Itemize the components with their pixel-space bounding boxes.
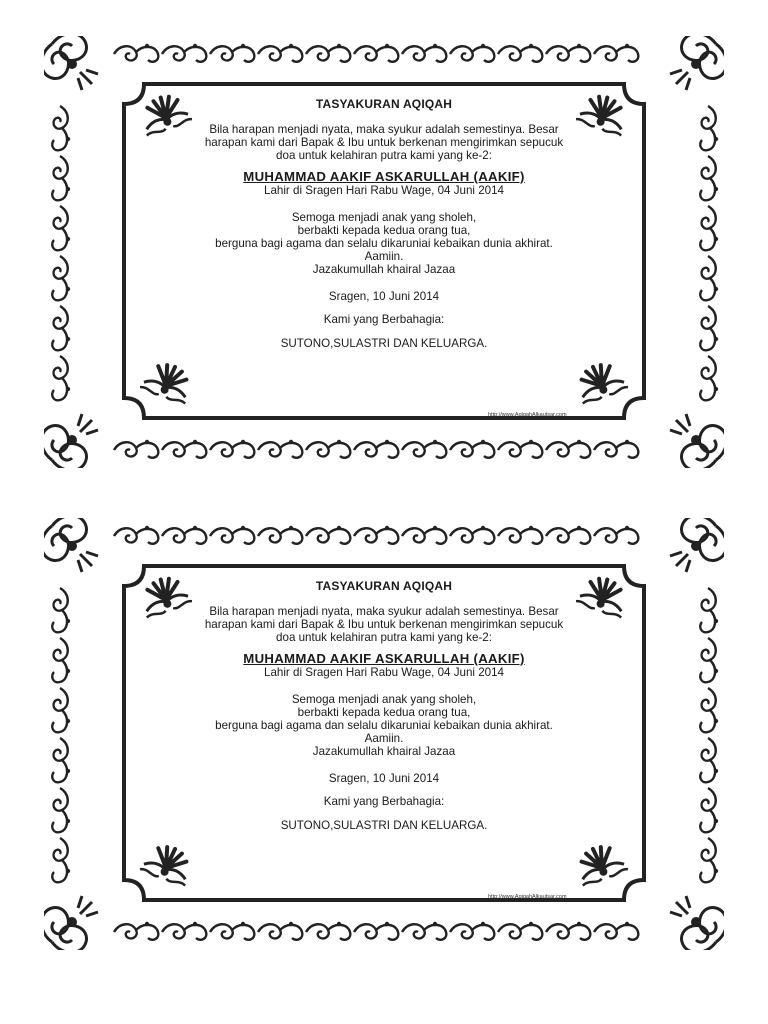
card-title: TASYAKURAN AQIQAH (315, 97, 453, 111)
left-border-ornament (52, 106, 70, 400)
right-border-ornament (700, 106, 718, 400)
family-names: SUTONO,SULASTRI DAN KELUARGA. (280, 337, 488, 350)
happy-label: Kami yang Berbahagia: (323, 313, 445, 326)
right-border-ornament (700, 588, 718, 882)
card-content (124, 98, 644, 350)
wish-text (124, 211, 644, 276)
wish-line: berguna bagi agama dan selalu dikaruniai kebaikan dunia akhirat. (215, 237, 553, 250)
intro-line: doa untuk kelahiran putra kami yang ke-2: (276, 631, 492, 644)
happy-label: Kami yang Berbahagia: (323, 795, 445, 808)
website-url: http://www.AqiqahAlkautsar.com (488, 894, 567, 900)
intro-text (124, 605, 644, 644)
website-url: http://www.AqiqahAlkautsar.com (488, 412, 567, 418)
intro-line: doa untuk kelahiran putra kami yang ke-2: (276, 149, 492, 162)
top-border-ornament (114, 526, 638, 544)
birth-line: Lahir di Sragen Hari Rabu Wage, 04 Juni 2014 (264, 666, 504, 679)
intro-text (124, 123, 644, 162)
bottom-border-ornament (114, 440, 638, 458)
wish-line: Aamiin. (364, 732, 404, 745)
top-border-ornament (114, 44, 638, 62)
intro-line: Bila harapan menjadi nyata, maka syukur adalah semestinya. Besar (209, 123, 559, 136)
left-border-ornament (52, 588, 70, 882)
bottom-border-ornament (114, 922, 638, 940)
invitation-card-1 (44, 36, 724, 468)
wish-line: berbakti kepada kedua orang tua, (297, 224, 471, 237)
child-name: MUHAMMAD AAKIF ASKARULLAH (AAKIF) (243, 169, 525, 184)
wish-line: Semoga menjadi anak yang sholeh, (291, 211, 477, 224)
wish-line: Semoga menjadi anak yang sholeh, (291, 693, 477, 706)
intro-line: harapan kami dari Bapak & Ibu untuk berkenan mengirimkan sepucuk (204, 136, 564, 149)
place-date: Sragen, 10 Juni 2014 (328, 290, 440, 303)
intro-line: Bila harapan menjadi nyata, maka syukur adalah semestinya. Besar (209, 605, 559, 618)
wish-text (124, 693, 644, 758)
wish-line: berguna bagi agama dan selalu dikaruniai kebaikan dunia akhirat. (215, 719, 553, 732)
wish-line: Aamiin. (364, 250, 404, 263)
intro-line: harapan kami dari Bapak & Ibu untuk berkenan mengirimkan sepucuk (204, 618, 564, 631)
birth-line: Lahir di Sragen Hari Rabu Wage, 04 Juni 2014 (264, 184, 504, 197)
invitation-card-2 (44, 518, 724, 950)
card-content (124, 580, 644, 832)
wish-line: berbakti kepada kedua orang tua, (297, 706, 471, 719)
child-name: MUHAMMAD AAKIF ASKARULLAH (AAKIF) (243, 651, 525, 666)
family-names: SUTONO,SULASTRI DAN KELUARGA. (280, 819, 488, 832)
place-date: Sragen, 10 Juni 2014 (328, 772, 440, 785)
card-title: TASYAKURAN AQIQAH (315, 579, 453, 593)
wish-line: Jazakumullah khairal Jazaa (312, 263, 456, 276)
wish-line: Jazakumullah khairal Jazaa (312, 745, 456, 758)
